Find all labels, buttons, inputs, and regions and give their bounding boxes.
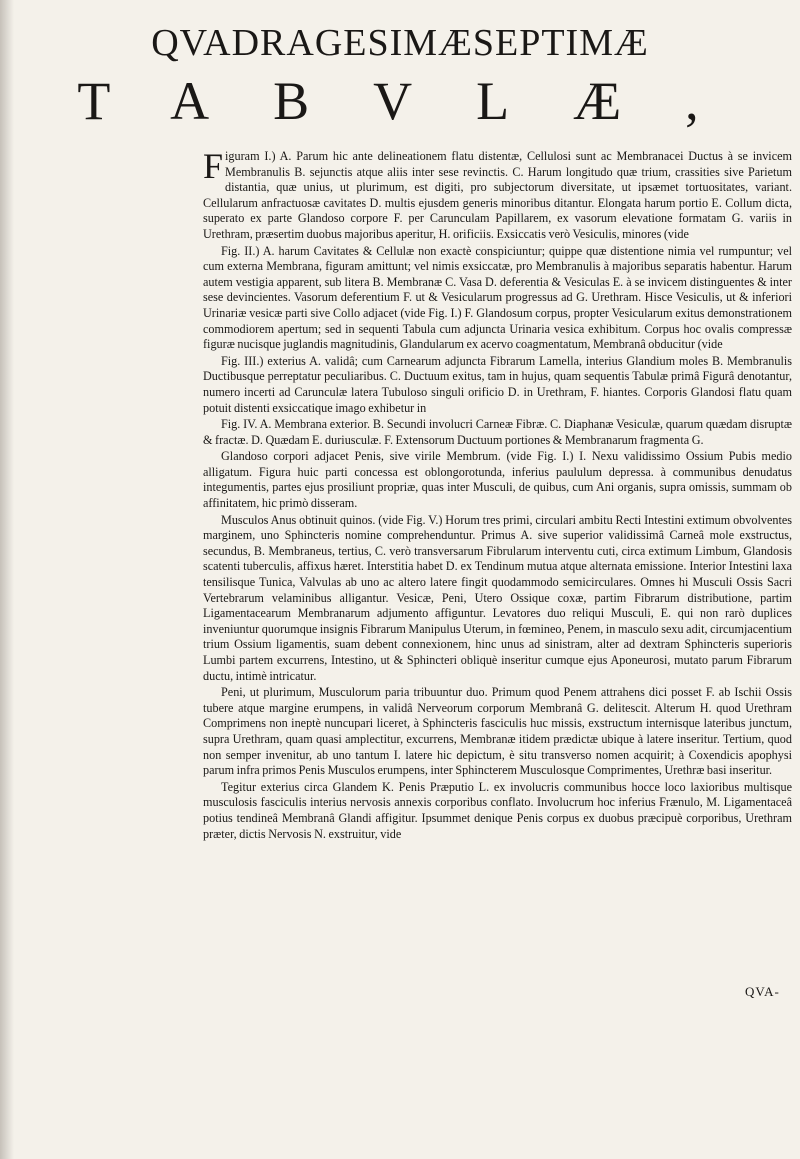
heading-line-2: TABVLÆ, — [77, 71, 763, 131]
drop-cap: F — [203, 146, 224, 186]
body-text — [203, 146, 792, 843]
paragraph: Tegitur exterius circa Glandem K. Penis Præputio L. ex involucris communibus hocce loco laxioribus multisque musculosis fasciculis interius nervosis annexis corporibus conflato. Involucrum hoc inferius Frænulo, M. Ligamentaceâ potius tendineâ Membranâ Glandi affigitur. Ipsummet denique Penis corpus ex duobus præcipuè corporibus, Urethram præter, dictis Nervosis N. exstruitur, vide — [203, 779, 792, 841]
paragraph: Peni, ut plurimum, Musculorum paria tribuuntur duo. Primum quod Penem attrahens dici posset F. ab Ischii Ossis tubere atque margine erumpens, in validâ Nerveorum corporum Membranâ G. delitescit. Alterum H. quod Urethram Comprimens non ineptè nuncupari liceret, à Sphincteris fasciculis huc missis, exstructum internisque lateribus junctum, supra Urethram, quam quasi amplectitur, excurrens, Membranæ itidem prædictæ ubique à latere inseritur. Tertium, quod non semper invenitur, ab uno tantum I. latere hic depictum, è situ transverso nomen acquirit; à Coxendicis apophysi parum infra primos Penis Musculos erumpens, inter Sphincterem Musculosque Comprimentes, Urethræ basi inseritur. — [203, 685, 792, 778]
catchword: QVA- — [745, 984, 780, 999]
paragraph: Fig. IV. A. Membrana exterior. B. Secundi involucri Carneæ Fibræ. C. Diaphanæ Vesiculæ, quarum quædam disruptæ & fractæ. D. Quædam E. duriusculæ. F. Extensorum Ductuum portiones & Membranarum fragmenta G. — [203, 417, 792, 447]
paragraph: Glandoso corpori adjacet Penis, sive virile Membrum. (vide Fig. I.) I. Nexu validissimo Ossium Pubis medio alligatum. Figura huic parti concessa est oblongorotunda, inferius paululum depressa. à communibus denudatus integumentis, partes ejus prosiliunt propriæ, quas inter Musculi, de quibus, cum Ani organis, supra omissis, summam ob affinitatem, hic primò disseram. — [203, 449, 792, 511]
paragraph — [203, 146, 792, 243]
paragraph: Musculos Anus obtinuit quinos. (vide Fig. V.) Horum tres primi, circulari ambitu Recti Intestini extimum obvolventes marginem, uno Sphincteris nomine comprehenduntur. Primus A. sive superior validissimâ Carneâ mole exstructus, secundus, B. Membraneus, tertius, C. verò transversarum Fibrularum interventu cuti, circa extimum Limbum, Glandosis scatenti tuberculis, affixus hæret. Interstitia habet D. ex Tendinum mutua atque alternata emissione. Interior Intestini laxa tensilisque Tunica, Valvulas ab uno ac altero latere fingit quodammodo semicirculares. Omnes hi Musculi Ossis Sacri Vertebrarum velaminibus alligantur. Vesicæ, Peni, Utero Ossique coxæ, partim Fibrarum distributione, partim Ligamentacearum Membranarum adjumento affiguntur. Levatores duo reliqui Musculi, E. qui non rarò duplices inveniuntur quorumque insignis Fibrarum Manipulus Uterum, in fœmineo, Penem, in masculo sexu adit, circumjacentium trium Ossium ligamentis, suam debent connexionem, hinc unus ad sinistram, alter ad dextram Sphincteris superioris Lumbi partem excurrens, Intestino, ut & Sphincteri obliquè inseritur cumque ejus Aponeurosi, mutato parum Fibrarum ductu, intimè intricatur. — [203, 512, 792, 683]
heading-line-1: QVADRAGESIMÆSEPTIMÆ — [151, 22, 649, 64]
page-fold-shadow — [0, 0, 14, 1159]
paragraph: Fig. II.) A. harum Cavitates & Cellulæ non exactè conspiciuntur; quippe quæ distentione nimia vel rumpuntur; vel cum externa Membrana, figuram amittunt; vel nimis exsiccatæ, pro Membranulis à majoribus separatis habentur. Harum autem vestigia apparent, sub litera B. Membranæ C. Vasa D. deferentia & Vesiculas E. à se invicem distinguentes & inter sese devincientes. Vasorum deferentium F. ut & Vesicularum progressus ad G. Urethram. Hisce Vesiculis, ut & inferiori Urinariæ vesicæ parti sive Collo adjacet (vide Fig. I.) F. Glandosum corpus, propter Vesicularum exitus demonstrationem commodiorem apertum; sed in sequenti Tabula cum adjuncta Urinaria vesica exhibitum. Corpus hoc ovalis compressæ figuræ nucisque juglandis magnitudinis, Glandularum ex acervo coagmentatum, Membranâ obducitur (vide — [203, 243, 792, 352]
paragraph-text: iguram I.) A. Parum hic ante delineationem flatu distentæ, Cellulosi sunt ac Membranacei Ductus à se invicem Membranulis B. sejunctis atque aliis inter sese revinctis. C. Harum longitudo quæ trium, crassities sive Parietum distantia, quæ unius, ut plurimum, est digiti, pro subjectorum diversitate, ut ipsæmet tortuositates, variant. Cellularum anfractuosæ cavitates D. multis ejusdem generis minoribus ditantur. Elongata harum portio E. Collum dicta, superato ex parte Glandoso corpore F. per Carunculam Papillarem, ex vasorum elevatione formatam G. variis in Urethram, præsertim duobus majoribus aperitur, H. orificiis. Exsiccatis verò Vesiculis, minores (vide — [203, 149, 792, 241]
paragraph: Fig. III.) exterius A. validâ; cum Carnearum adjuncta Fibrarum Lamella, interius Glandium moles B. Membranulis Ductibusque perreptatur peculiaribus. C. Ductuum exitus, tam in hujus, quam sequentis Tabulæ primâ Figurâ denotantur, numero incerti ad Carunculæ latera Tubuloso singuli orificio D. in Urethram, F. hiantes. Corporis Glandosi flatu quam potuit distenti exsiccatique imago exhibetur in — [203, 353, 792, 415]
